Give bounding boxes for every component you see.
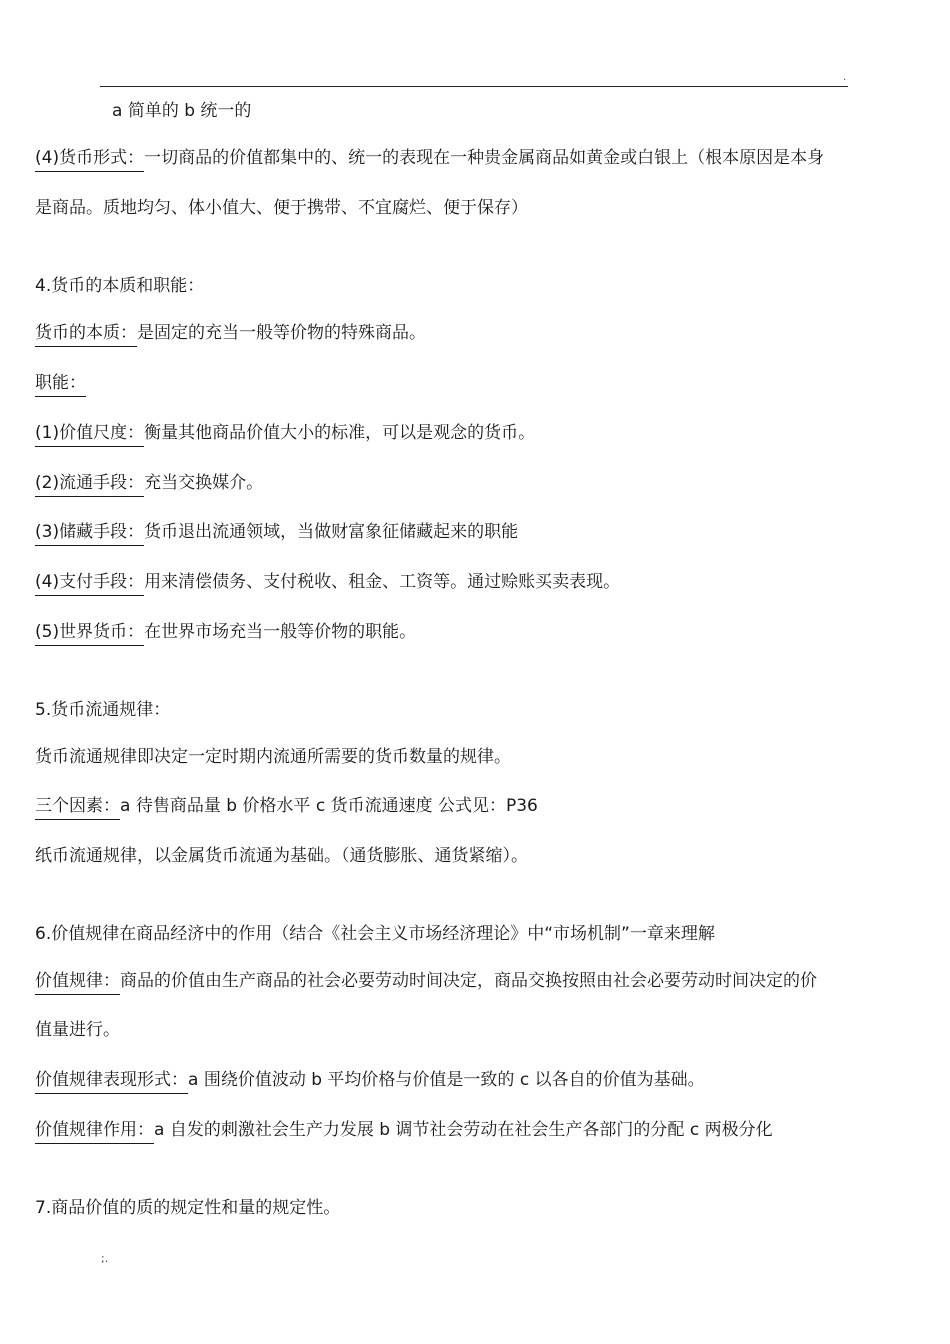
payment-means-label: (4)支付手段： xyxy=(35,571,144,596)
circulation-means-label: (2)流通手段： xyxy=(35,472,144,497)
circulation-means-line xyxy=(35,471,263,497)
value-measure-text: 衡量其他商品价值大小的标准，可以是观念的货币。 xyxy=(144,423,536,443)
value-law-line xyxy=(35,969,817,995)
section-7-heading: 7.商品价值的质的规定性和量的规定性。 xyxy=(35,1198,341,1218)
world-money-label: (5)世界货币： xyxy=(35,621,144,646)
form-options-line: a 简单的 b 统一的 xyxy=(112,101,252,121)
payment-means-text: 用来清偿债务、支付税收、租金、工资等。通过赊账买卖表现。 xyxy=(144,572,621,592)
money-form-label: (4)货币形式： xyxy=(35,147,144,172)
value-measure-line xyxy=(35,421,535,447)
money-essence-text: 是固定的充当一般等价物的特殊商品。 xyxy=(137,323,426,343)
section-5-heading: 5.货币流通规律： xyxy=(35,700,171,720)
value-law-effects-text: a 自发的刺激社会生产力发展 b 调节社会劳动在社会生产各部门的分配 c 两极分化 xyxy=(154,1120,773,1140)
money-form-continuation: 是商品。质地均匀、体小值大、便于携带、不宜腐烂、便于保存） xyxy=(35,198,528,218)
header-rule xyxy=(100,86,848,87)
circulation-means-text: 充当交换媒介。 xyxy=(144,473,264,493)
world-money-line xyxy=(35,620,416,646)
three-factors-label: 三个因素： xyxy=(35,795,120,820)
world-money-text: 在世界市场充当一般等价物的职能。 xyxy=(144,622,417,642)
value-law-forms-label: 价值规律表现形式： xyxy=(35,1069,188,1094)
value-law-continuation: 值量进行。 xyxy=(35,1020,120,1040)
payment-means-line xyxy=(35,570,620,596)
paper-money-line: 纸币流通规律，以金属货币流通为基础。（通货膨胀、通货紧缩）。 xyxy=(35,846,528,866)
circulation-law-line: 货币流通规律即决定一定时期内流通所需要的货币数量的规律。 xyxy=(35,747,511,767)
value-law-label: 价值规律： xyxy=(35,970,120,995)
functions-label: 职能： xyxy=(35,372,86,397)
money-essence-label: 货币的本质： xyxy=(35,322,137,347)
value-law-effects-label: 价值规律作用： xyxy=(35,1119,154,1144)
store-means-line xyxy=(35,520,518,546)
money-essence-line xyxy=(35,321,426,347)
value-measure-label: (1)价值尺度： xyxy=(35,422,144,447)
three-factors-line xyxy=(35,794,538,820)
section-6-heading: 6.价值规律在商品经济中的作用（结合《社会主义市场经济理论》中“市场机制”一章来理解 xyxy=(35,924,715,944)
footer-mark: ;. xyxy=(101,1252,109,1265)
header-dot: . xyxy=(843,72,847,83)
money-form-text: 一切商品的价值都集中的、统一的表现在一种贵金属商品如黄金或白银上（根本原因是本身 xyxy=(144,148,825,168)
store-means-text: 货币退出流通领域，当做财富象征储藏起来的职能 xyxy=(144,522,519,542)
value-law-text: 商品的价值由生产商品的社会必要劳动时间决定，商品交换按照由社会必要劳动时间决定的价 xyxy=(120,971,817,991)
value-law-forms-text: a 围绕价值波动 b 平均价格与价值是一致的 c 以各自的价值为基础。 xyxy=(188,1070,705,1090)
section-4-heading: 4.货币的本质和职能： xyxy=(35,276,205,296)
functions-line xyxy=(35,371,86,397)
store-means-label: (3)储藏手段： xyxy=(35,521,144,546)
three-factors-text: a 待售商品量 b 价格水平 c 货币流通速度 公式见：P36 xyxy=(120,796,538,816)
money-form-line xyxy=(35,146,824,172)
value-law-forms-line xyxy=(35,1068,705,1094)
value-law-effects-line xyxy=(35,1118,773,1144)
